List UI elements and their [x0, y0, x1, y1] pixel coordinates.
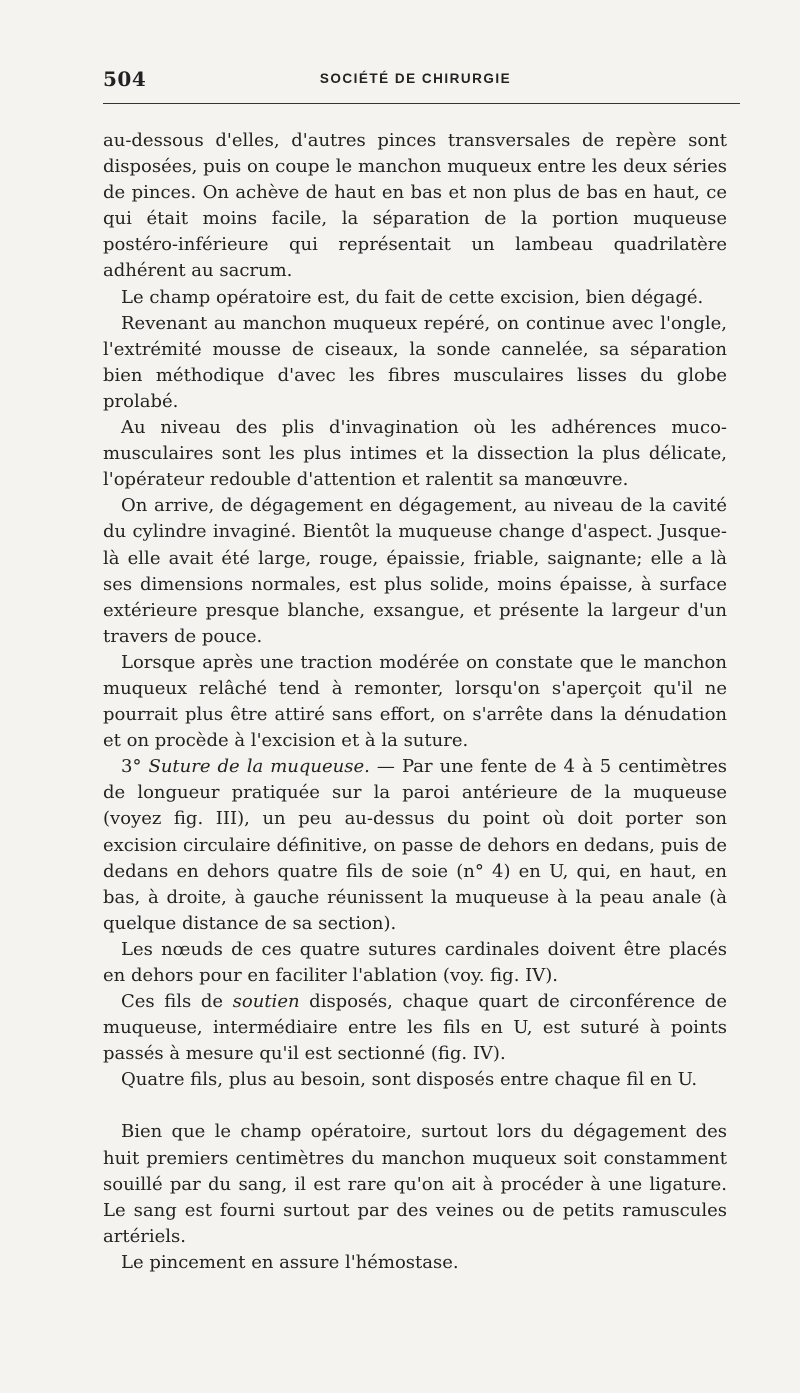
paragraph-noeuds: Les nœuds de ces quatre sutures cardinales doivent être placés en dehors pour en faciliter l'ablation (voy. fig. IV). [103, 938, 727, 986]
page-number: 504 [103, 67, 147, 91]
soutien-text: disposés, chaque quart de circonférence de muqueuse, intermédiaire entre les fils en U, est suturé à points passés à mesure qu'il est sectionné (fig. IV). [103, 991, 727, 1065]
soutien-lead: Ces fils de [121, 991, 233, 1013]
paragraph-pincement: Le pincement en assure l'hémostase. [121, 1251, 459, 1273]
paragraph-quatre-fils: Quatre fils, plus au besoin, sont disposés entre chaque fil en U. [121, 1069, 698, 1091]
paragraph-continuation: au-dessous d'elles, d'autres pinces transversales de repère sont disposées, puis on coupe le manchon muqueux entre les deux séries de pinces. On achève de haut en bas et non plus de bas en haut, ce qui était moins facile, la séparation de la portion muqueuse postéro-inférieure qui représentait un lambeau quadrilatère adhérent au sacrum. [103, 130, 727, 282]
paragraph-traction-text: Lorsque après une traction modérée on constate que le manchon muqueux relâché tend à remonter, lorsqu'on s'aperçoit qu'il ne pourrait plus être attiré sans effort, on s'arrête dans la dénudation et on procède à l'excision et à la suture. [103, 651, 727, 752]
paragraph-suture-muqueuse [103, 754, 727, 937]
paragraph-champ-degage: Le champ opératoire est, du fait de cette excision, bien dégagé. [121, 286, 704, 308]
paragraph-traction [103, 650, 727, 754]
body-text [103, 128, 727, 1276]
paragraph-plis-invagination: Au niveau des plis d'invagination où les adhérences muco-musculaires sont les plus intimes et la dissection la plus délicate, l'opérateur redouble d'attention et ralentit sa manœuvre. [103, 417, 727, 491]
section-gap [103, 1093, 727, 1119]
paragraph-hemostase: Bien que le champ opératoire, surtout lors du dégagement des huit premiers centimètres du manchon muqueux soit constamment souillé par du sang, il est rare qu'on ait à procéder à une ligature. Le sang est fourni surtout par des veines ou de petits ramuscules artériels. [103, 1121, 727, 1247]
header-rule [103, 103, 740, 104]
soutien-emph: soutien [232, 991, 300, 1013]
paragraph-fils-soutien [103, 989, 727, 1067]
suture-number: 3° [121, 756, 149, 778]
page-header [103, 67, 728, 97]
paragraph-cavite-cylindre: On arrive, de dégagement en dégagement, au niveau de la cavité du cylindre invaginé. Bientôt la muqueuse change d'aspect. Jusque-là elle avait été large, rouge, épaissie, friable, saignante; elle a là ses dimensions normales, est plus solide, moins épaisse, à surface extérieure presque blanche, exsangue, et présente la largeur d'un travers de pouce. [103, 495, 727, 647]
running-head: SOCIÉTÉ DE CHIRURGIE [319, 71, 512, 86]
paragraph-manchon-repere: Revenant au manchon muqueux repéré, on continue avec l'ongle, l'extrémité mousse de ciseaux, la sonde cannelée, sa séparation bien méthodique d'avec les fibres musculaires lisses du globe prolabé. [103, 312, 727, 412]
suture-heading: Suture de la muqueuse. [148, 756, 370, 778]
suture-text: — Par une fente de 4 à 5 centimètres de longueur pratiquée sur la paroi antérieure de la muqueuse (voyez fig. III), un peu au-dessus du point où doit porter son excision circulaire définitive, on passe de dehors en dedans, puis de dedans en dehors quatre fils de soie (n° 4) en U, qui, en haut, en bas, à droite, à gauche réunissent la muqueuse à la peau anale (à quelque distance de sa section). [103, 756, 727, 934]
